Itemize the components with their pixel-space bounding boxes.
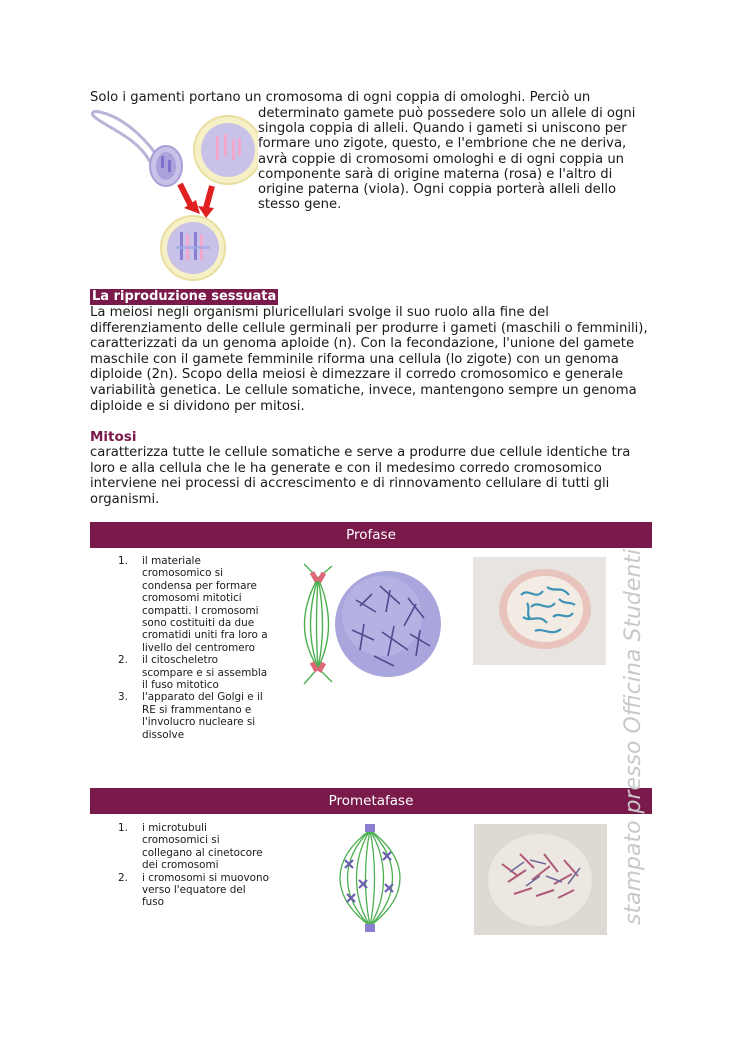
list-number: 1. [118,822,128,834]
intro-first-line: Solo i gamenti portano un cromosoma di ogni coppia di omologhi. Perciò un [90,90,591,105]
list-number: 3. [118,691,128,704]
meiosi-paragraph: La meiosi negli organismi pluricellulari svolge il suo ruolo alla fine del differenziamento delle cellule germinali per produrre i gameti (maschili o femminili), caratterizzati da un genoma aploide (n). Con la fecondazione, l'unione del gamete maschile con il gamete femminile riforma una cellula (lo zigote) con un genoma diploide (2n). Scopo della meiosi è dimezzare il corredo cromosomico e generale variabilità genetica. Le cellule somatiche, invece, mantengono sempre un genoma diploide e si dividono per mitosi. [90,305,648,414]
prometafase-header: Prometafase [90,788,652,814]
list-text: i microtubuli cromosomici si collegano al cinetocore dei cromosomi [142,822,263,872]
section-title-mitosi: Mitosi [90,429,137,445]
intro-paragraph: determinato gamete può possedere solo un allele di ogni singola coppia di alleli. Quando i gameti si uniscono per formare uno zigote, questo, e l'embrione che ne deriva, avrà coppie di cromosomi omologhi e di ogni coppia un componente sarà di origine materna (rosa) e l'altro di origine paterna (viola). Ogni coppia porterà alleli dello stesso gene. [258,106,636,213]
list-item [118,872,270,909]
watermark [612,540,652,930]
list-text: il materiale cromosomico si condensa per formare cromosomi mitotici compatti. I cromosomi sono costituiti da due cromatidi uniti fra loro a livello del centromero [142,555,268,654]
list-number: 1. [118,555,128,567]
prometafase-micrograph [474,824,607,935]
list-number: 2. [118,871,128,884]
list-text: il citoscheletro scompare e si assembla il fuso mitotico [142,654,268,692]
list-text: i cromosomi si muovono verso l'equatore del fuso [142,871,269,909]
section-title-riproduzione: La riproduzione sessuata [92,289,277,304]
list-item [118,822,270,872]
profase-micrograph [473,557,606,665]
profase-header: Profase [90,522,652,548]
prometafase-list [118,822,270,909]
watermark-text: stampato presso Officina Studenti [621,548,646,925]
profase-diagram [290,560,450,690]
list-text: l'apparato del Golgi e il RE si frammentano e l'involucro nucleare si dissolve [142,691,263,741]
prometafase-diagram [325,820,415,936]
mitosi-paragraph: caratterizza tutte le cellule somatiche e serve a produrre due cellule identiche tra loro e alla cellula che le ha generate e con il medesimo corredo cromosomico interviene nei processi di accrescimento e di rinnovamento cellulare di tutti gli organismi. [90,445,631,507]
list-item [118,691,270,741]
profase-list [118,555,270,741]
list-number: 2. [118,654,128,667]
list-item [118,654,270,691]
gamete-fusion-illustration [88,108,258,284]
list-item [118,555,270,654]
